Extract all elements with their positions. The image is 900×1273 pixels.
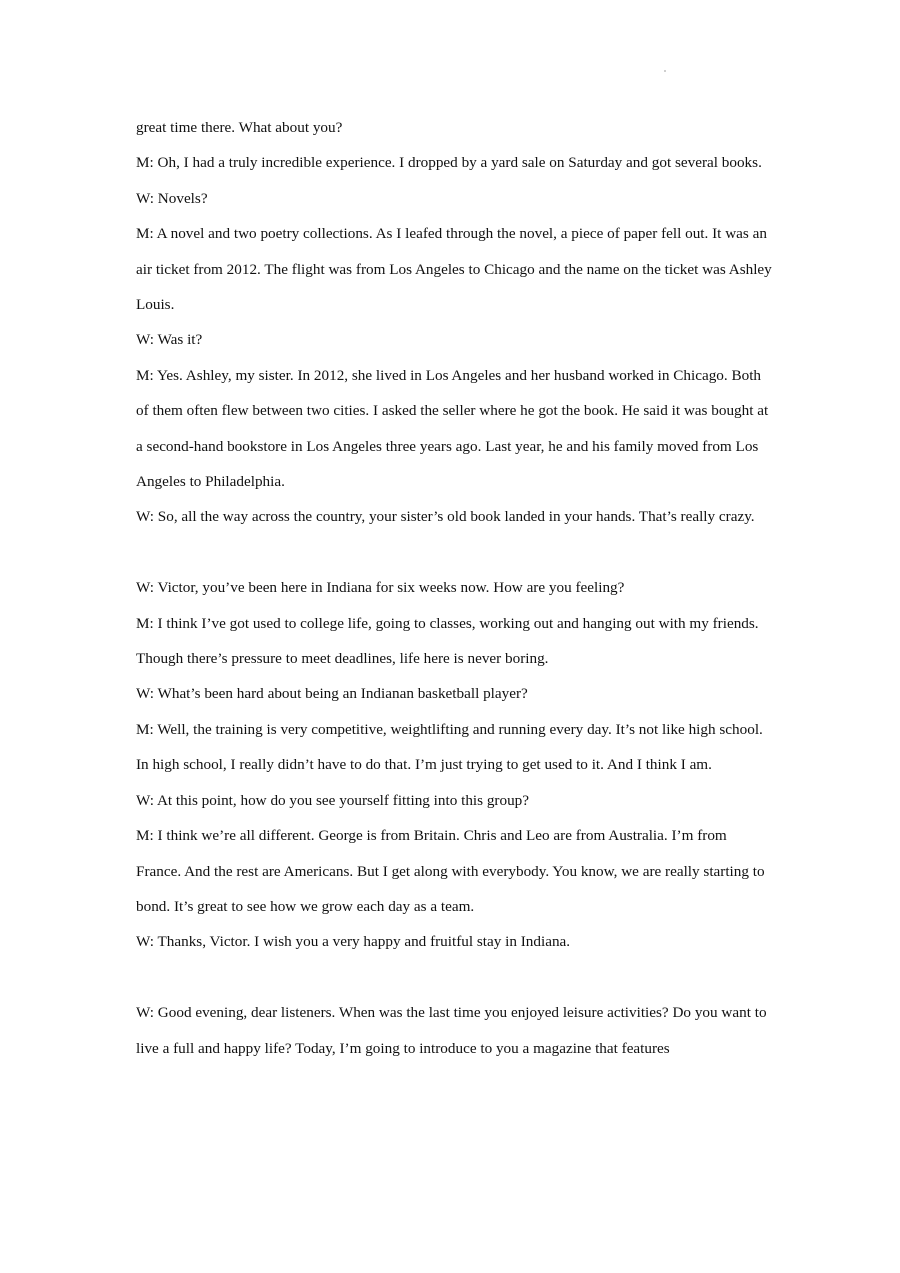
dialogue-line: W: Thanks, Victor. I wish you a very happy and fruitful stay in Indiana.: [136, 933, 571, 951]
dialogue-line: W: At this point, how do you see yourself fitting into this group?: [136, 791, 530, 809]
dialogue-line: W: What’s been hard about being an Indianan basketball player?: [136, 685, 528, 703]
dialogue-line: M: A novel and two poetry collections. As I leafed through the novel, a piece of paper fell out. It was an air ticket from 2012. The flight was from Los Angeles to Chicago and the name on the ticket was Ashley Louis.: [136, 225, 772, 314]
dialogue-line: W: Victor, you’ve been here in Indiana for six weeks now. How are you feeling?: [136, 579, 625, 597]
dialogue-line: W: Was it?: [136, 331, 203, 349]
dialogue-line: M: Well, the training is very competitive, weightlifting and running every day. It’s not like high school. In high school, I really didn’t have to do that. I’m just trying to get used to it. And I think I am.: [136, 720, 763, 774]
block-separator: [136, 535, 772, 570]
transcript-body: [136, 110, 772, 1066]
dialogue-line: M: Yes. Ashley, my sister. In 2012, she lived in Los Angeles and her husband worked in Chicago. Both of them often flew between two cities. I asked the seller where he got the book. He said it was bought at a second-hand bookstore in Los Angeles three years ago. Last year, he and his family moved from Los Angeles to Philadelphia.: [136, 366, 769, 491]
dialogue-line: M: I think I’ve got used to college life, going to classes, working out and hanging out with my friends. Though there’s pressure to meet deadlines, life here is never boring.: [136, 614, 759, 668]
dialogue-line: W: Novels?: [136, 189, 208, 207]
dialogue-line: great time there. What about you?: [136, 119, 343, 136]
block-separator: [136, 960, 772, 995]
dialogue-line: M: Oh, I had a truly incredible experience. I dropped by a yard sale on Saturday and got several books.: [136, 154, 762, 172]
scan-mark: [664, 70, 666, 72]
dialogue-line: W: So, all the way across the country, your sister’s old book landed in your hands. That’s really crazy.: [136, 508, 755, 526]
dialogue-line: W: Good evening, dear listeners. When was the last time you enjoyed leisure activities? Do you want to live a full and happy life? Today, I’m going to introduce to you a magazine that features: [136, 1004, 767, 1057]
dialogue-line: M: I think we’re all different. George is from Britain. Chris and Leo are from Australia. I’m from France. And the rest are Americans. But I get along with everybody. You know, we are really starting to bond. It’s great to see how we grow each day as a team.: [136, 827, 765, 915]
